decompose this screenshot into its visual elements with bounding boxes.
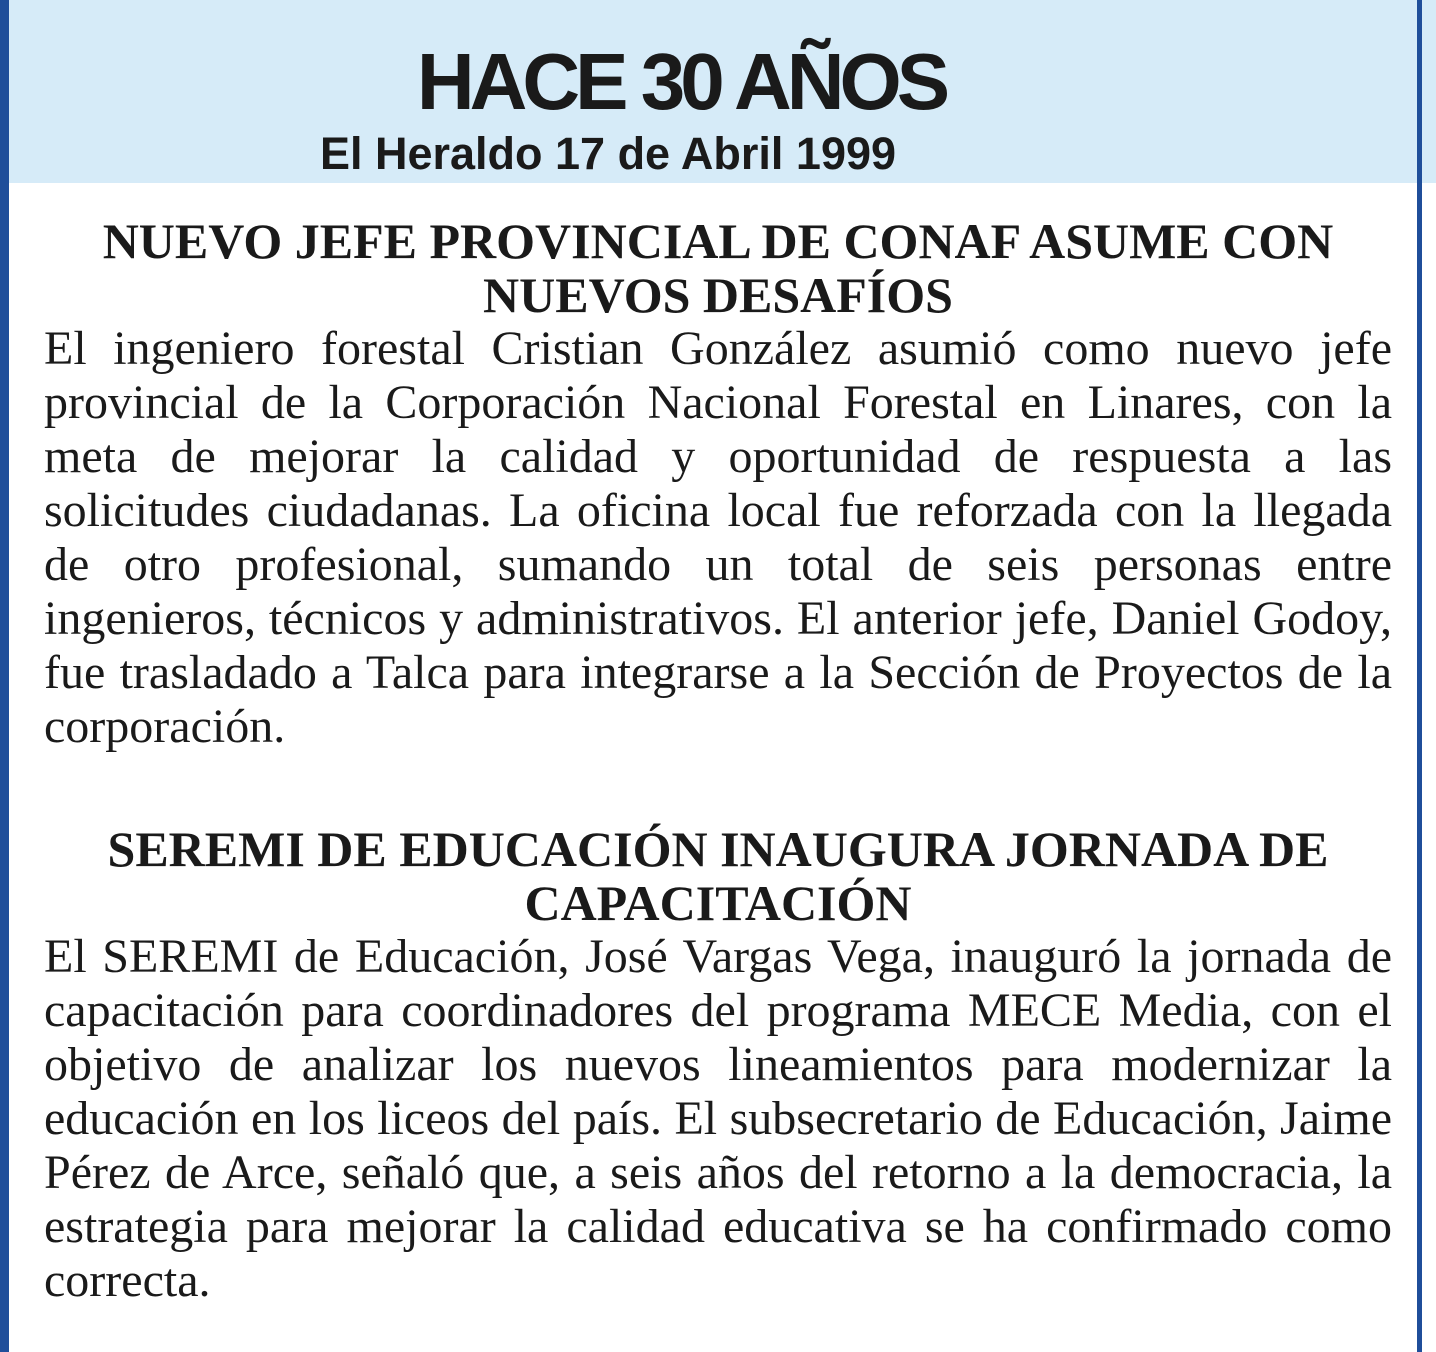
article-body: El SEREMI de Educación, José Vargas Vega, inauguró la jornada de capacitación para coordinadores del programa MECE Media, con el objetivo de analizar los nuevos lineamientos para modernizar la educación en los liceos del país. El subsecretario de Educación, Jaime Pérez de Arce, señaló que, a seis años del retorno a la democracia, la estrategia para mejorar la calidad educativa se ha confirmado como correcta. (44, 930, 1392, 1307)
column-title: HACE 30 AÑOS (416, 37, 946, 126)
right-border-rule (1417, 0, 1422, 1352)
article-headline: NUEVO JEFE PROVINCIAL DE CONAF ASUME CON NUEVOS DESAFÍOS (102, 213, 1334, 323)
article-body: El ingeniero forestal Cristian González asumió como nuevo jefe provincial de la Corporación Nacional Forestal en Linares, con la meta de mejorar la calidad y oportunidad de respuesta a las solicitudes ciudadanas. La oficina local fue reforzada con la llegada de otro profesional, sumando un total de seis personas entre ingenieros, técnicos y administrativos. El anterior jefe, Daniel Godoy, fue trasladado a Talca para integrarse a la Sección de Proyectos de la corporación. (44, 322, 1392, 753)
left-border-rule (0, 0, 9, 1352)
article-headline: SEREMI DE EDUCACIÓN INAUGURA JORNADA DE CAPACITACIÓN (107, 821, 1329, 931)
column-subtitle: El Heraldo 17 de Abril 1999 (319, 128, 897, 179)
article-seremi (44, 822, 1392, 1308)
article-conaf (44, 214, 1392, 754)
